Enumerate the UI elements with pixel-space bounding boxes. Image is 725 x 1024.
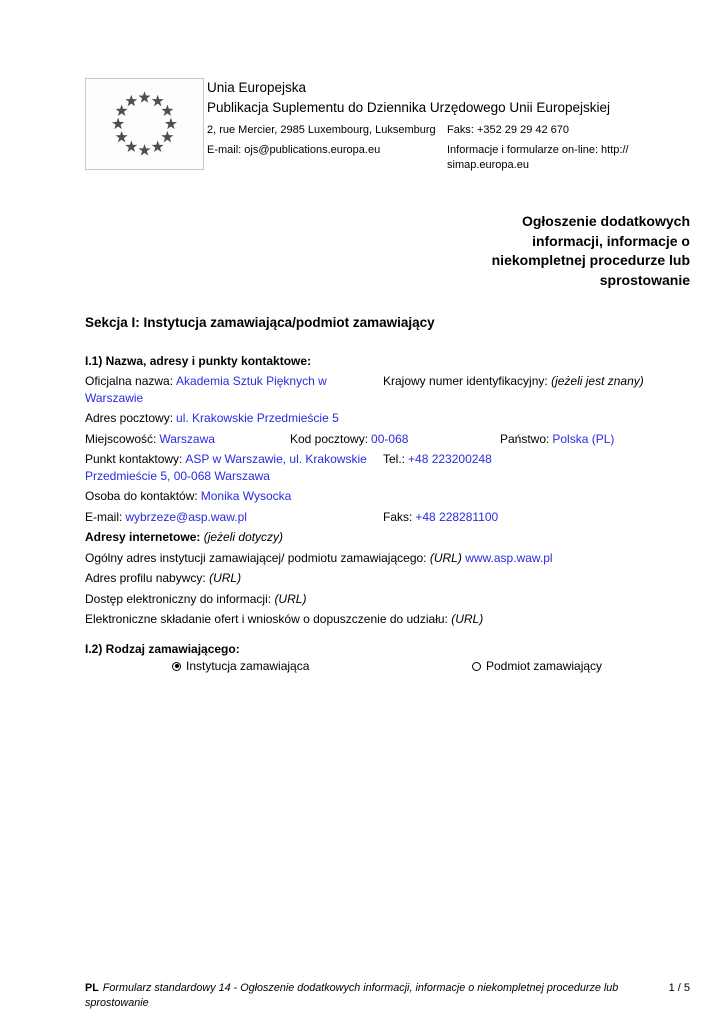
footer-language-code: PL — [85, 982, 99, 994]
national-id-field — [383, 373, 678, 406]
contracting-type-radio-group — [85, 658, 690, 675]
footer-form-name: Formularz standardowy 14 - Ogłoszenie dodatkowych informacji, informacje o niekompletnej procedurze lub sprostowanie — [85, 982, 619, 1009]
online-info-line-2: simap.europa.eu — [447, 159, 529, 171]
email-field — [85, 509, 383, 526]
email-label: E-mail: — [85, 509, 123, 524]
buyer-profile-label: Adres profilu nabywcy: — [85, 571, 206, 585]
document-title — [85, 212, 690, 290]
general-url-label: Ogólny adres instytucji zamawiającej/ podmiotu zamawiającego: — [85, 550, 427, 565]
postal-code-field — [290, 431, 500, 448]
electronic-access-label: Dostęp elektroniczny do informacji: — [85, 591, 272, 606]
url-note: (URL) — [274, 591, 307, 606]
tel-field — [383, 451, 678, 484]
contact-person-value: Monika Wysocka — [200, 489, 292, 503]
contact-person-row — [85, 488, 690, 505]
publisher-name: Unia Europejska — [207, 80, 307, 95]
city-label: Miejscowość: — [85, 431, 157, 446]
publisher-subtitle: Publikacja Suplementu do Dziennika Urzędowego Unii Europejskiej — [207, 100, 610, 115]
contact-point-field — [85, 451, 383, 484]
section-i1-heading: I.1) Nazwa, adresy i punkty kontaktowe: — [85, 354, 312, 368]
fax-label: Faks: — [383, 509, 413, 524]
general-url-row — [85, 550, 690, 567]
city-value: Warszawa — [159, 431, 215, 446]
title-line: niekompletnej procedurze lub — [491, 252, 690, 268]
radio-option-instytucja-zamawiajaca[interactable] — [172, 658, 472, 675]
tel-label: Tel.: — [383, 452, 406, 466]
contact-person-label: Osoba do kontaktów: — [85, 489, 198, 503]
country-value: Polska (PL) — [552, 431, 615, 446]
publisher-info — [207, 78, 692, 173]
eu-flag-logo — [85, 78, 204, 170]
country-field — [500, 431, 690, 448]
publisher-online-info — [447, 143, 692, 173]
official-name-field — [85, 373, 383, 406]
internet-addresses-label: Adresy internetowe: — [85, 530, 201, 544]
fax-value: +48 228281100 — [415, 509, 499, 524]
electronic-submission-label: Elektroniczne składanie ofert i wniosków o dopuszczenie do udziału: — [85, 612, 448, 626]
url-note: (URL) — [209, 571, 242, 585]
general-url-link[interactable]: www.asp.waw.pl — [465, 550, 553, 565]
page-footer — [85, 981, 690, 1011]
section-1-heading: Sekcja I: Instytucja zamawiająca/podmiot zamawiający — [85, 315, 435, 330]
city-field — [85, 431, 290, 448]
radio-option-label: Instytucja zamawiająca — [186, 658, 310, 673]
national-id-note: (jeżeli jest znany) — [551, 374, 644, 388]
section-i2-heading: I.2) Rodzaj zamawiającego: — [85, 641, 240, 656]
radio-selected-icon[interactable] — [172, 662, 181, 671]
document-header — [85, 78, 690, 173]
url-note: (URL) — [451, 612, 484, 626]
official-name-label: Oficjalna nazwa: — [85, 374, 174, 388]
postal-code-label: Kod pocztowy: — [290, 431, 369, 446]
postal-address-row — [85, 410, 690, 427]
publisher-fax: Faks: +352 29 29 42 670 — [447, 124, 570, 136]
url-note: (URL) — [429, 550, 462, 565]
tel-value: +48 223200248 — [408, 452, 492, 466]
country-label: Państwo: — [500, 431, 550, 446]
title-line: sprostowanie — [599, 271, 690, 288]
postal-code-value: 00-068 — [371, 431, 409, 446]
eu-flag-stars-icon — [86, 80, 203, 168]
internet-addresses-row — [85, 529, 690, 546]
official-name-value: Akademia Sztuk Pięknych w Warszawie — [85, 374, 327, 405]
publisher-email: E-mail: ojs@publications.europa.eu — [207, 144, 381, 156]
publisher-address: 2, rue Mercier, 2985 Luxembourg, Luksemburg — [207, 124, 436, 136]
title-line: Ogłoszenie dodatkowych — [521, 213, 690, 229]
page-number: 1 / 5 — [668, 982, 690, 994]
title-line: informacji, informacje o — [532, 232, 690, 249]
postal-address-label: Adres pocztowy: — [85, 411, 174, 425]
radio-option-label: Podmiot zamawiający — [486, 658, 603, 673]
city-postcode-country-row — [85, 431, 690, 448]
electronic-submission-row — [85, 611, 690, 628]
fax-field — [383, 509, 678, 526]
online-info-line-1: Informacje i formularze on-line: http:// — [447, 144, 629, 156]
official-name-row — [85, 373, 690, 406]
email-link[interactable]: wybrzeze@asp.waw.pl — [125, 509, 247, 524]
email-fax-row — [85, 509, 690, 526]
footer-form-description — [85, 981, 645, 1011]
electronic-access-row — [85, 591, 690, 608]
contact-point-label: Punkt kontaktowy: — [85, 452, 183, 466]
radio-unselected-icon[interactable] — [472, 662, 481, 671]
buyer-profile-row — [85, 570, 690, 587]
contact-point-row — [85, 451, 690, 484]
internet-addresses-note: (jeżeli dotyczy) — [203, 530, 284, 544]
national-id-label: Krajowy numer identyfikacyjny: — [383, 374, 548, 388]
contact-point-value: ASP w Warszawie, ul. Krakowskie Przedmieście 5, 00-068 Warszawa — [85, 452, 367, 483]
postal-address-value: ul. Krakowskie Przedmieście 5 — [176, 411, 339, 425]
radio-option-podmiot-zamawiajacy[interactable] — [472, 658, 602, 675]
